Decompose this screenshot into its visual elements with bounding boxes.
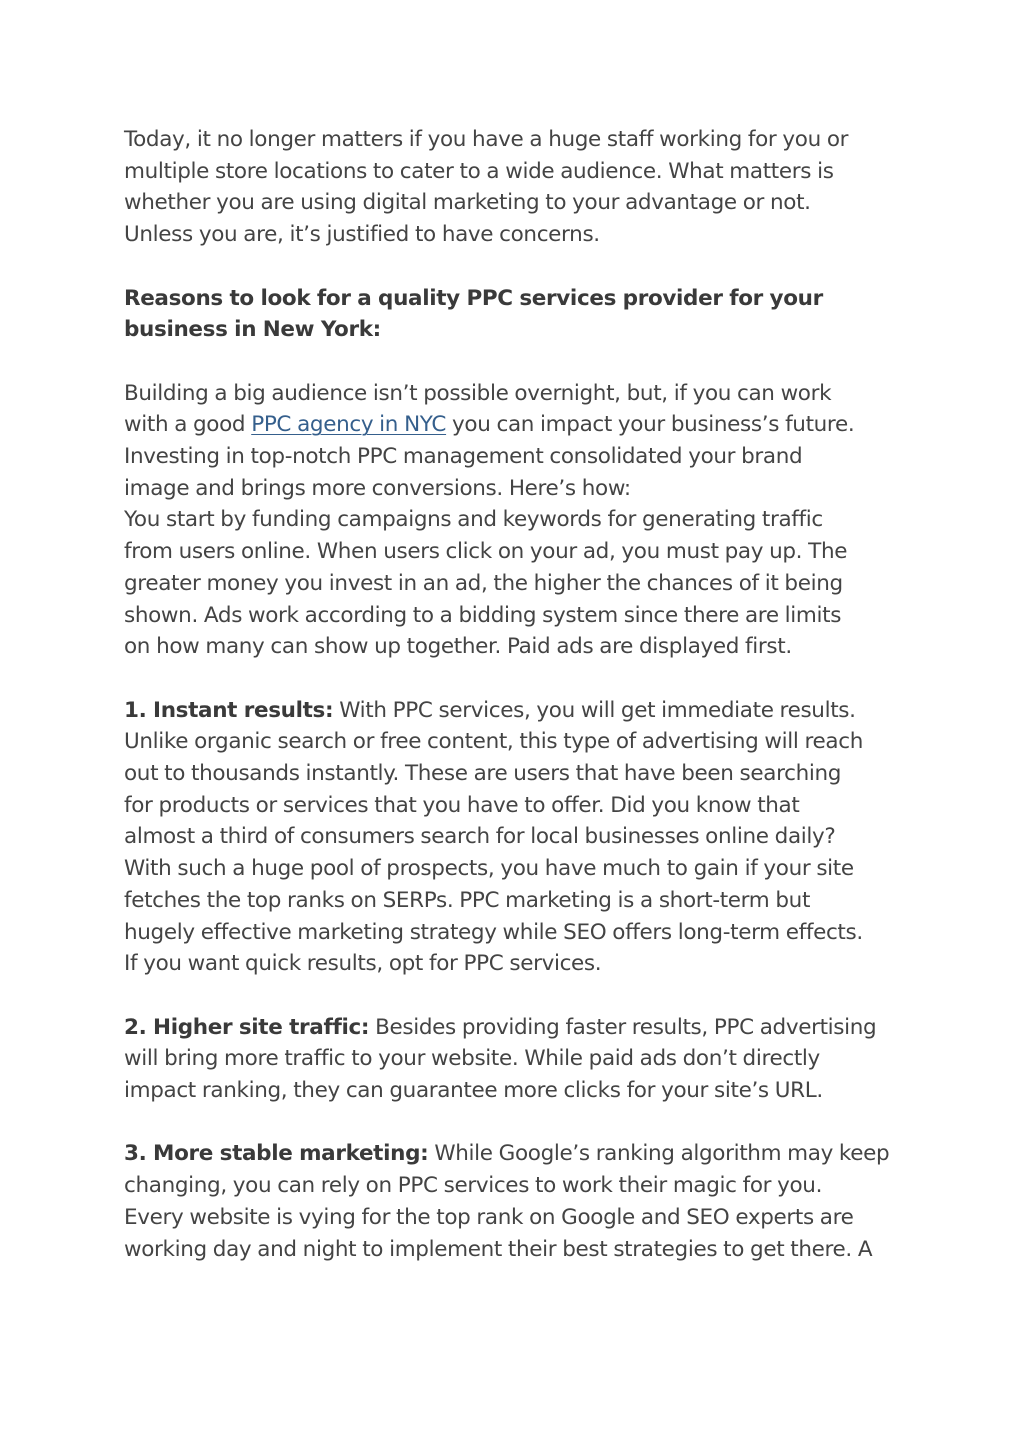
point-higher-site-traffic [124, 1012, 914, 1107]
link-prefix-text: with a good [124, 412, 252, 438]
point-line: Unlike organic search or free content, this type of advertising will reach [124, 729, 863, 755]
point-line: changing, you can rely on PPC services to work their magic for you. [124, 1173, 823, 1199]
body-line: Investing in top-notch PPC management consolidated your brand [124, 444, 803, 469]
intro-line: whether you are using digital marketing to your advantage or not. [124, 190, 811, 216]
point-more-stable-marketing [124, 1138, 914, 1265]
point-line: will bring more traffic to your website. While paid ads don’t directly [124, 1046, 820, 1072]
point-first-line [124, 1012, 914, 1044]
section-heading [124, 283, 914, 346]
intro-line: Today, it no longer matters if you have a huge staff working for you or [124, 127, 849, 152]
point-title: 3. More stable marketing: [124, 1141, 429, 1167]
point-line: impact ranking, they can guarantee more clicks for your site’s URL. [124, 1078, 823, 1104]
point-first-line [124, 695, 914, 727]
point-line: If you want quick results, opt for PPC services. [124, 951, 602, 977]
point-title: 1. Instant results: [124, 697, 334, 723]
body-line: greater money you invest in an ad, the higher the chances of it being [124, 570, 843, 596]
point-line: With such a huge pool of prospects, you have much to gain if your site [124, 856, 854, 882]
paragraph-gap [124, 980, 914, 1012]
point-line: almost a third of consumers search for local businesses online daily? [124, 824, 836, 850]
link-suffix-text: you can impact your business’s future. [446, 412, 855, 438]
body-line: You start by funding campaigns and keywords for generating traffic [124, 507, 823, 533]
point-title: 2. Higher site traffic: [124, 1014, 370, 1040]
point-line: hugely effective marketing strategy while SEO offers long-term effects. [124, 919, 863, 945]
point-text: With PPC services, you will get immediate results. [333, 697, 856, 723]
body-line: Building a big audience isn’t possible overnight, but, if you can work [124, 380, 832, 406]
body-line: from users online. When users click on your ad, you must pay up. The [124, 539, 848, 565]
heading-line: business in New York: [124, 317, 381, 343]
point-line: Every website is vying for the top rank on Google and SEO experts are [124, 1204, 854, 1230]
paragraph-gap [124, 346, 914, 378]
point-instant-results [124, 695, 914, 980]
point-text: Besides providing faster results, PPC advertising [369, 1014, 877, 1040]
point-line: for products or services that you have to offer. Did you know that [124, 792, 800, 818]
intro-line: Unless you are, it’s justified to have concerns. [124, 222, 600, 248]
point-first-line [124, 1138, 914, 1170]
document-page [124, 124, 914, 1265]
ppc-agency-link[interactable]: PPC agency in NYC [251, 412, 447, 438]
body-line-with-link [124, 409, 914, 441]
body-paragraph [124, 378, 914, 663]
intro-paragraph [124, 124, 914, 251]
body-line: image and brings more conversions. Here’s how: [124, 475, 631, 501]
heading-line: Reasons to look for a quality PPC services provider for your [124, 285, 823, 311]
paragraph-gap [124, 251, 914, 283]
body-line: on how many can show up together. Paid ads are displayed first. [124, 634, 792, 660]
point-line: working day and night to implement their best strategies to get there. A [124, 1236, 873, 1262]
paragraph-gap [124, 1107, 914, 1139]
point-line: fetches the top ranks on SERPs. PPC marketing is a short-term but [124, 887, 811, 913]
paragraph-gap [124, 663, 914, 695]
point-line: out to thousands instantly. These are users that have been searching [124, 761, 842, 787]
point-text: While Google’s ranking algorithm may keep [428, 1141, 890, 1167]
intro-line: multiple store locations to cater to a wide audience. What matters is [124, 158, 834, 184]
body-line: shown. Ads work according to a bidding system since there are limits [124, 602, 842, 628]
